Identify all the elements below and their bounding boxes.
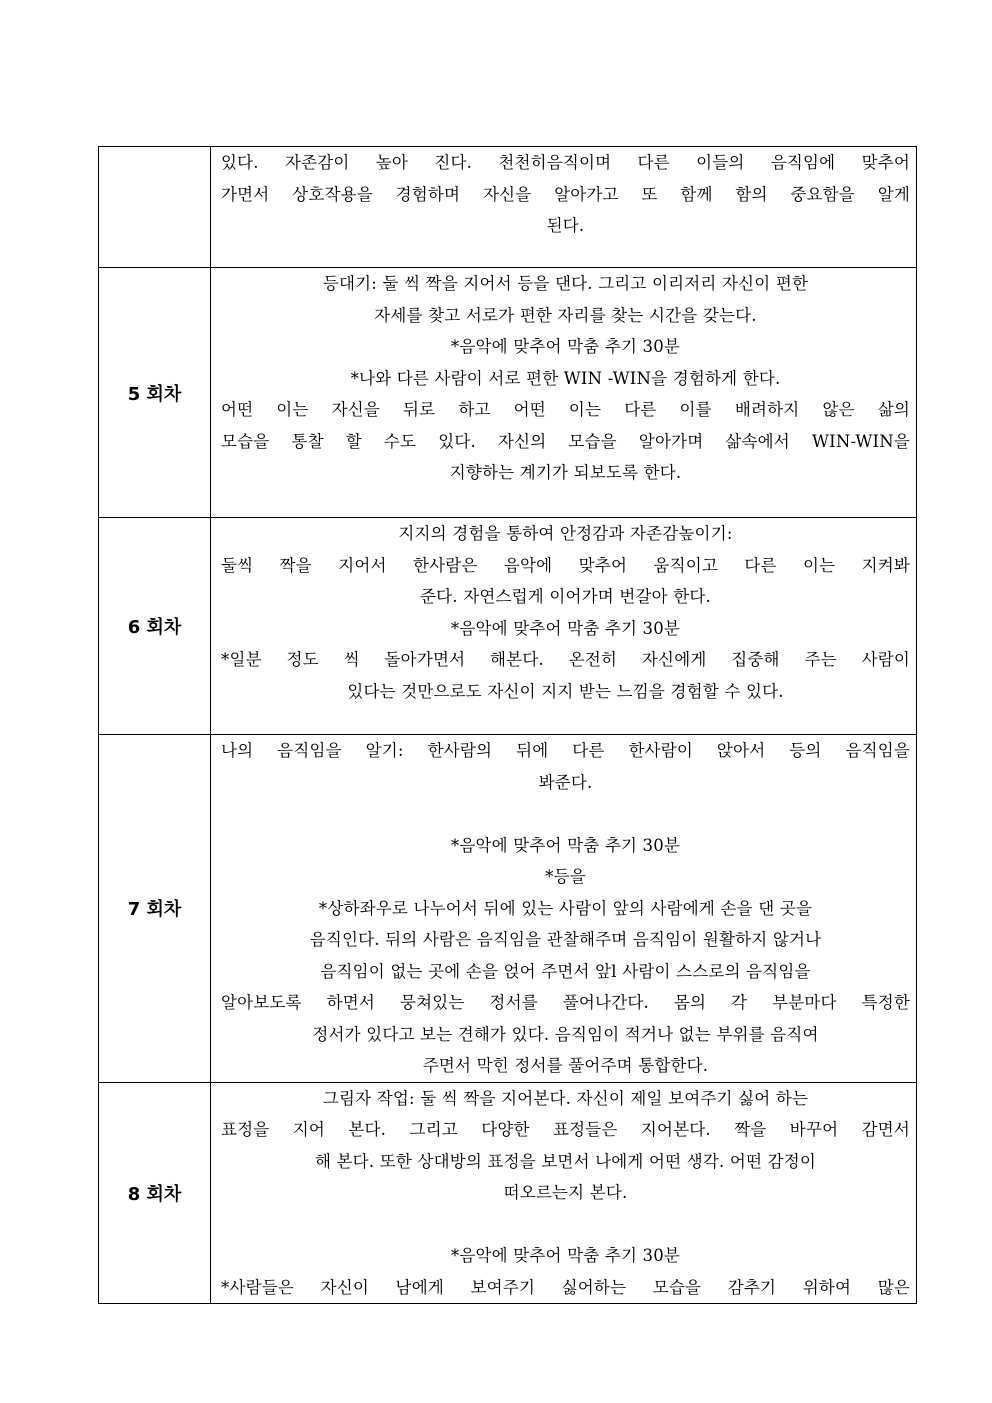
description-line: 있다. 자존감이 높아 진다. 천천히음직이며 다른 이들의 음직임에 맞추어 [221,153,910,172]
description-line: *나와 다른 사람이 서로 편한 WIN -WIN을 경험하게 한다. [350,368,781,388]
description-line: *음악에 맞추어 막춤 추기 30분 [450,618,681,638]
description-line: 지지의 경험을 통하여 안정감과 자존감높이기: [398,524,733,543]
description-line: 준다. 자연스럽게 이어가며 번갈아 한다. [420,587,711,606]
description-line: 알아보도록 하면서 뭉쳐있는 정서를 풀어나간다. 몸의 각 부분마다 특정한 [221,993,910,1012]
description-line: 봐준다. [538,772,593,792]
session-description [211,1082,917,1304]
description-line: 주면서 막힌 정서를 풀어주며 통합한다. [422,1056,709,1075]
description-line: *음악에 맞추어 막춤 추기 30분 [450,835,681,855]
description-line: 자세를 찾고 서로가 편한 자리를 찾는 시간을 갖는다. [374,305,757,325]
table-row [99,1082,917,1304]
description-line: 있다는 것만으로도 자신이 지지 받는 느낌을 경험할 수 있다. [347,681,784,701]
description-line [221,1209,910,1241]
description-line: 어떤 이는 자신을 뒤로 하고 어떤 이는 다른 이를 배려하지 않은 삶의 [221,400,910,419]
session-label: 6 회차 [99,518,211,735]
session-description [211,518,917,735]
description-line: *일분 정도 씩 돌아가면서 해본다. 온전히 자신에게 집중해 주는 사람이 [221,650,910,669]
session-label [99,147,211,268]
description-line: 가면서 상호작용을 경험하며 자신을 알아가고 또 함께 함의 중요함을 알게 [221,184,910,204]
session-label: 7 회차 [99,735,211,1083]
description-line: 된다. [546,216,585,235]
description-line: 나의 음직임을 알기: 한사람의 뒤에 다른 한사람이 앉아서 등의 음직임을 [221,741,910,760]
description-line: *상하좌우로 나누어서 뒤에 있는 사람이 앞의 사람에게 손을 댄 곳을 [318,898,813,918]
table-row [99,518,917,735]
session-schedule-table [98,146,917,1304]
description-line: 해 본다. 또한 상대방의 표정을 보면서 나에게 어떤 생각. 어떤 감정이 [314,1151,817,1171]
description-line: 둘씩 짝을 지어서 한사람은 음악에 맞추어 움직이고 다른 이는 지켜봐 [221,555,910,575]
description-line: 떠오르는지 본다. [503,1183,628,1202]
table-row [99,268,917,518]
session-description [211,147,917,268]
description-line: 등대기: 둘 씩 짝을 지어서 등을 댄다. 그리고 이리저리 자신이 편한 [322,274,809,293]
description-line: 표정을 지어 본다. 그리고 다양한 표정들은 지어본다. 짝을 바꾸어 감면서 [221,1120,910,1139]
table-row [99,735,917,1083]
description-line: *사람들은 자신이 남에게 보여주기 싫어하는 모습을 감추기 위하여 많은 [221,1277,910,1297]
description-line: 음직임이 없는 곳에 손을 얹어 주면서 앞l 사람이 스스로의 음직임을 [320,961,811,981]
description-line: *음악에 맞추어 막춤 추기 30분 [450,1246,681,1265]
description-line: 음직인다. 뒤의 사람은 음직임을 관찰해주며 음직임이 원활하지 않거나 [309,930,822,949]
description-line: 정서가 있다고 보는 견해가 있다. 음직임이 적거나 없는 부위를 음직여 [312,1024,819,1044]
session-label: 5 회차 [99,268,211,518]
table-row [99,147,917,268]
description-line: 모습을 통찰 할 수도 있다. 자신의 모습을 알아가며 삶속에서 WIN-WIN을 [221,431,910,451]
session-label: 8 회차 [99,1082,211,1304]
description-line: 지향하는 계기가 되보도록 한다. [449,463,682,482]
description-line: 그림자 작업: 둘 씩 짝을 지어본다. 자신이 제일 보여주기 싫어 하는 [322,1088,809,1108]
description-line [221,798,910,830]
description-line: *등을 [545,867,586,886]
session-description [211,735,917,1083]
description-line: *음악에 맞추어 막춤 추기 30분 [450,337,681,356]
session-description [211,268,917,518]
